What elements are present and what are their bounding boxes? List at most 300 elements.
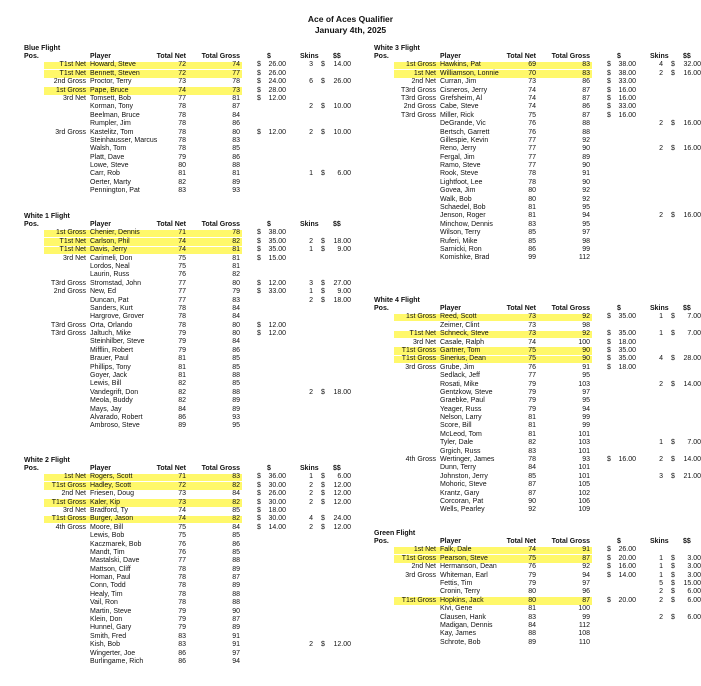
dollar-sign: $ — [321, 388, 325, 396]
gross-cell: 80 — [232, 321, 240, 329]
dollar-sign: $ — [671, 613, 675, 621]
gross-cell: 101 — [578, 464, 590, 472]
player-cell: Duncan, Pat — [90, 296, 129, 304]
table-row — [374, 347, 701, 355]
position-cell: T1st Net — [59, 246, 86, 254]
position-cell: 1st Net — [413, 69, 436, 77]
table-row — [374, 555, 701, 563]
net-cell: 78 — [178, 136, 186, 144]
table-row — [24, 624, 354, 632]
skins-money-cell: 12.00 — [333, 490, 351, 498]
net-cell: 90 — [528, 497, 536, 505]
gross-cell: 101 — [578, 430, 590, 438]
table-row — [374, 414, 701, 422]
skins-money-cell: 27.00 — [333, 279, 351, 287]
gross-cell: 85 — [232, 380, 240, 388]
header-money: $ — [267, 221, 271, 228]
money-cell: 35.00 — [268, 237, 286, 245]
money-cell: 18.00 — [618, 363, 636, 371]
player-cell: Wertinger, James — [440, 456, 495, 464]
dollar-sign: $ — [257, 498, 261, 506]
gross-cell: 84 — [232, 111, 240, 119]
skins-money-cell: 3.00 — [687, 563, 701, 571]
table-row — [374, 254, 701, 262]
table-row — [374, 137, 701, 145]
money-cell: 26.00 — [268, 69, 286, 77]
gross-cell: 78 — [232, 78, 240, 86]
skins-money-cell: 12.00 — [333, 523, 351, 531]
gross-cell: 81 — [232, 262, 240, 270]
gross-cell: 83 — [232, 296, 240, 304]
net-cell: 74 — [178, 86, 186, 94]
table-row — [374, 187, 701, 195]
gross-cell: 103 — [578, 439, 590, 447]
skins-cell: 2 — [309, 641, 313, 649]
gross-cell: 87 — [582, 554, 590, 562]
gross-cell: 91 — [232, 641, 240, 649]
net-cell: 77 — [178, 288, 186, 296]
player-cell: Wilson, Terry — [440, 229, 481, 237]
gross-cell: 93 — [582, 456, 590, 464]
skins-money-cell: 32.00 — [683, 61, 701, 69]
flight-table — [24, 44, 354, 196]
money-cell: 24.00 — [268, 78, 286, 86]
net-cell: 78 — [178, 599, 186, 607]
gross-cell: 94 — [582, 571, 590, 579]
dollar-sign: $ — [607, 363, 611, 371]
gross-cell: 84 — [232, 304, 240, 312]
dollar-sign: $ — [321, 78, 325, 86]
gross-cell: 81 — [232, 246, 240, 254]
skins-money-cell: 10.00 — [333, 103, 351, 111]
table-row — [374, 229, 701, 237]
player-cell: Walk, Bob — [440, 195, 472, 203]
header-pos: Pos. — [374, 305, 389, 312]
player-cell: New, Ed — [90, 288, 117, 296]
header-row — [24, 221, 354, 229]
player-cell: Healy, Tim — [90, 590, 123, 598]
skins-money-cell: 28.00 — [683, 355, 701, 363]
player-cell: Komishke, Brad — [440, 254, 490, 262]
skins-cell: 2 — [309, 237, 313, 245]
player-cell: Ruferi, Mike — [440, 237, 478, 245]
gross-cell: 103 — [578, 380, 590, 388]
table-row — [374, 196, 701, 204]
table-row — [374, 145, 701, 153]
player-cell: Grgich, Russ — [440, 447, 481, 455]
table-row — [24, 103, 354, 111]
position-cell: 3rd Gross — [405, 363, 436, 371]
player-cell: Bradford, Ty — [90, 506, 129, 514]
skins-money-cell: 3.00 — [687, 554, 701, 562]
table-row — [24, 650, 354, 658]
gross-cell: 73 — [232, 86, 240, 94]
gross-cell: 93 — [232, 413, 240, 421]
table-row — [24, 170, 354, 178]
position-cell: 3rd Net — [413, 338, 436, 346]
gross-cell: 102 — [578, 489, 590, 497]
player-cell: Homan, Paul — [90, 574, 131, 582]
dollar-sign: $ — [257, 128, 261, 136]
dollar-sign: $ — [257, 86, 261, 94]
money-cell: 16.00 — [618, 456, 636, 464]
gross-cell: 87 — [582, 596, 590, 604]
money-cell: 12.00 — [268, 279, 286, 287]
skins-cell: 2 — [659, 212, 663, 220]
gross-cell: 100 — [578, 605, 590, 613]
dollar-sign: $ — [671, 456, 675, 464]
position-cell: 3rd Gross — [405, 571, 436, 579]
gross-cell: 85 — [232, 532, 240, 540]
gross-cell: 88 — [232, 388, 240, 396]
net-cell: 74 — [528, 546, 536, 554]
net-cell: 87 — [528, 489, 536, 497]
gross-cell: 88 — [232, 372, 240, 380]
header-skins-money: $$ — [333, 221, 341, 228]
net-cell: 78 — [178, 574, 186, 582]
skins-cell: 2 — [309, 128, 313, 136]
player-cell: Johnston, Jerry — [440, 472, 488, 480]
skins-cell: 2 — [659, 596, 663, 604]
dollar-sign: $ — [607, 338, 611, 346]
player-cell: Pennington, Pat — [90, 187, 140, 195]
header-net: Total Net — [506, 538, 536, 545]
flight-title: White 4 Flight — [374, 297, 420, 304]
header-player: Player — [90, 221, 112, 228]
skins-money-cell: 9.00 — [337, 246, 351, 254]
player-cell: Cabe, Steve — [440, 103, 479, 111]
dollar-sign: $ — [321, 279, 325, 287]
position-cell: 2nd Net — [411, 563, 436, 571]
flight-title: White 3 Flight — [374, 45, 420, 52]
dollar-sign: $ — [671, 145, 675, 153]
net-cell: 99 — [528, 254, 536, 262]
player-cell: Stromstad, John — [90, 279, 141, 287]
table-row — [24, 482, 354, 490]
player-cell: Chenier, Dennis — [90, 229, 140, 237]
gross-cell: 84 — [232, 490, 240, 498]
gross-cell: 85 — [232, 355, 240, 363]
table-row — [24, 557, 354, 565]
money-cell: 38.00 — [618, 69, 636, 77]
player-cell: Wells, Pearley — [440, 506, 485, 514]
gross-cell: 92 — [582, 136, 590, 144]
header-player: Player — [90, 53, 112, 60]
table-row — [24, 507, 354, 515]
dollar-sign: $ — [321, 61, 325, 69]
table-row — [24, 70, 354, 78]
player-cell: Platt, Dave — [90, 153, 125, 161]
header-gross: Total Gross — [551, 53, 590, 60]
gross-cell: 88 — [232, 557, 240, 565]
flight-title: White 1 Flight — [24, 213, 70, 220]
table-row — [24, 61, 354, 69]
money-cell: 30.00 — [268, 515, 286, 523]
skins-cell: 2 — [309, 388, 313, 396]
dollar-sign: $ — [671, 380, 675, 388]
gross-cell: 79 — [232, 288, 240, 296]
gross-cell: 87 — [582, 111, 590, 119]
table-row — [24, 397, 354, 405]
skins-cell: 2 — [659, 613, 663, 621]
gross-cell: 92 — [582, 330, 590, 338]
table-row — [24, 532, 354, 540]
net-cell: 79 — [528, 397, 536, 405]
net-cell: 87 — [528, 481, 536, 489]
player-cell: Vandegrift, Don — [90, 388, 139, 396]
gross-cell: 105 — [578, 481, 590, 489]
net-cell: 77 — [178, 296, 186, 304]
table-row — [24, 406, 354, 414]
table-row — [24, 313, 354, 321]
net-cell: 75 — [178, 262, 186, 270]
header-row — [374, 305, 701, 313]
player-cell: Hermanson, Dean — [440, 563, 497, 571]
net-cell: 79 — [528, 388, 536, 396]
gross-cell: 81 — [232, 94, 240, 102]
net-cell: 75 — [528, 346, 536, 354]
player-cell: Gillespie, Kevin — [440, 136, 489, 144]
gross-cell: 89 — [232, 405, 240, 413]
net-cell: 83 — [528, 447, 536, 455]
gross-cell: 95 — [582, 372, 590, 380]
player-cell: Govea, Jim — [440, 187, 476, 195]
gross-cell: 77 — [232, 69, 240, 77]
money-cell: 16.00 — [618, 563, 636, 571]
player-cell: Bertsch, Garrett — [440, 128, 490, 136]
net-cell: 73 — [528, 78, 536, 86]
table-row — [374, 473, 701, 481]
table-row — [24, 364, 354, 372]
net-cell: 80 — [528, 195, 536, 203]
gross-cell: 91 — [582, 170, 590, 178]
money-cell: 36.00 — [268, 473, 286, 481]
player-cell: Carr, Rob — [90, 170, 120, 178]
money-cell: 33.00 — [268, 288, 286, 296]
net-cell: 89 — [528, 638, 536, 646]
table-row — [374, 322, 701, 330]
player-cell: Lordos, Neal — [90, 262, 130, 270]
net-cell: 76 — [528, 120, 536, 128]
gross-cell: 91 — [582, 363, 590, 371]
player-cell: Whiteman, Earl — [440, 571, 488, 579]
dollar-sign: $ — [607, 103, 611, 111]
dollar-sign: $ — [257, 288, 261, 296]
gross-cell: 92 — [582, 563, 590, 571]
skins-cell: 2 — [659, 69, 663, 77]
net-cell: 79 — [178, 346, 186, 354]
skins-cell: 4 — [659, 355, 663, 363]
gross-cell: 92 — [582, 313, 590, 321]
dollar-sign: $ — [607, 571, 611, 579]
gross-cell: 98 — [582, 237, 590, 245]
player-cell: Madigan, Dennis — [440, 621, 493, 629]
table-row — [374, 381, 701, 389]
table-row — [374, 456, 701, 464]
gross-cell: 90 — [582, 145, 590, 153]
header-net: Total Net — [156, 53, 186, 60]
player-cell: Tomsett, Bob — [90, 94, 131, 102]
gross-cell: 97 — [582, 388, 590, 396]
player-cell: Ambroso, Steve — [90, 422, 140, 430]
net-cell: 79 — [178, 607, 186, 615]
position-cell: 2nd Gross — [403, 103, 436, 111]
gross-cell: 83 — [582, 61, 590, 69]
net-cell: 76 — [178, 548, 186, 556]
gross-cell: 85 — [232, 145, 240, 153]
table-row — [24, 599, 354, 607]
net-cell: 74 — [178, 237, 186, 245]
player-cell: Score, Bill — [440, 422, 472, 430]
skins-money-cell: 14.00 — [333, 61, 351, 69]
skins-money-cell: 16.00 — [683, 69, 701, 77]
money-cell: 12.00 — [268, 330, 286, 338]
position-cell: 1st Gross — [56, 229, 86, 237]
position-cell: T3rd Gross — [50, 330, 86, 338]
player-cell: Pearson, Steve — [440, 554, 488, 562]
gross-cell: 86 — [582, 78, 590, 86]
gross-cell: 81 — [232, 170, 240, 178]
money-cell: 33.00 — [618, 103, 636, 111]
skins-cell: 2 — [309, 103, 313, 111]
net-cell: 79 — [178, 153, 186, 161]
net-cell: 79 — [178, 330, 186, 338]
gross-cell: 94 — [582, 212, 590, 220]
table-row — [374, 506, 701, 514]
player-cell: Brauer, Paul — [90, 355, 129, 363]
net-cell: 78 — [178, 321, 186, 329]
net-cell: 80 — [528, 596, 536, 604]
skins-cell: 2 — [659, 380, 663, 388]
player-cell: Bennett, Steven — [90, 69, 140, 77]
table-row — [24, 338, 354, 346]
gross-cell: 89 — [232, 397, 240, 405]
net-cell: 84 — [528, 621, 536, 629]
net-cell: 78 — [178, 313, 186, 321]
dollar-sign: $ — [607, 313, 611, 321]
dollar-sign: $ — [607, 546, 611, 554]
table-row — [374, 70, 701, 78]
player-cell: Mifflin, Robert — [90, 346, 134, 354]
money-cell: 12.00 — [268, 94, 286, 102]
position-cell: 3rd Net — [63, 94, 86, 102]
net-cell: 79 — [178, 616, 186, 624]
dollar-sign: $ — [321, 103, 325, 111]
player-cell: DeGrande, Vic — [440, 120, 486, 128]
skins-cell: 3 — [309, 61, 313, 69]
gross-cell: 89 — [232, 178, 240, 186]
gross-cell: 99 — [582, 422, 590, 430]
table-row — [24, 355, 354, 363]
gross-cell: 90 — [582, 346, 590, 354]
gross-cell: 95 — [582, 397, 590, 405]
page-date: January 4th, 2025 — [314, 25, 387, 35]
position-cell: 3rd Gross — [55, 128, 86, 136]
net-cell: 78 — [178, 590, 186, 598]
position-cell: T3rd Gross — [50, 321, 86, 329]
position-cell: 2nd Net — [61, 490, 86, 498]
net-cell: 70 — [528, 69, 536, 77]
gross-cell: 86 — [582, 103, 590, 111]
dollar-sign: $ — [607, 94, 611, 102]
dollar-sign: $ — [257, 506, 261, 514]
gross-cell: 94 — [582, 405, 590, 413]
player-cell: Kay, James — [440, 630, 477, 638]
table-row — [374, 464, 701, 472]
position-cell: T1st Gross — [401, 554, 436, 562]
net-cell: 76 — [178, 540, 186, 548]
money-cell: 15.00 — [268, 254, 286, 262]
player-cell: Cisneros, Jerry — [440, 86, 488, 94]
table-row — [374, 588, 701, 596]
skins-cell: 1 — [659, 439, 663, 447]
table-row — [24, 499, 354, 507]
position-cell: T3rd Gross — [400, 111, 436, 119]
skins-cell: 4 — [309, 515, 313, 523]
money-cell: 16.00 — [618, 86, 636, 94]
net-cell: 71 — [178, 473, 186, 481]
dollar-sign: $ — [257, 523, 261, 531]
gross-cell: 89 — [232, 582, 240, 590]
header-player: Player — [440, 53, 462, 60]
money-cell: 16.00 — [618, 94, 636, 102]
table-row — [24, 322, 354, 330]
skins-money-cell: 7.00 — [687, 439, 701, 447]
dollar-sign: $ — [607, 596, 611, 604]
header-skins-money: $$ — [683, 538, 691, 545]
flight-title: Green Flight — [374, 530, 416, 537]
net-cell: 75 — [178, 532, 186, 540]
gross-cell: 74 — [232, 61, 240, 69]
dollar-sign: $ — [671, 330, 675, 338]
position-cell: T1st Net — [59, 61, 86, 69]
net-cell: 74 — [178, 246, 186, 254]
net-cell: 82 — [178, 388, 186, 396]
player-cell: Lewis, Bob — [90, 532, 125, 540]
table-row — [374, 212, 701, 220]
table-row — [24, 347, 354, 355]
table-row — [374, 490, 701, 498]
dollar-sign: $ — [607, 456, 611, 464]
dollar-sign: $ — [607, 355, 611, 363]
skins-cell: 4 — [659, 61, 663, 69]
gross-cell: 93 — [232, 187, 240, 195]
table-row — [24, 120, 354, 128]
net-cell: 82 — [178, 178, 186, 186]
gross-cell: 97 — [582, 579, 590, 587]
skins-money-cell: 6.00 — [337, 170, 351, 178]
header-money: $ — [267, 465, 271, 472]
player-cell: Tyler, Dale — [440, 439, 474, 447]
player-cell: Curran, Jim — [440, 78, 477, 86]
player-cell: Sedlack, Jeff — [440, 372, 480, 380]
player-cell: Phillips, Tony — [90, 363, 131, 371]
skins-cell: 2 — [659, 456, 663, 464]
skins-cell: 3 — [659, 472, 663, 480]
dollar-sign: $ — [321, 288, 325, 296]
player-cell: Rosati, Mike — [440, 380, 479, 388]
net-cell: 74 — [528, 338, 536, 346]
dollar-sign: $ — [321, 490, 325, 498]
gross-cell: 86 — [232, 346, 240, 354]
gross-cell: 91 — [232, 632, 240, 640]
dollar-sign: $ — [321, 128, 325, 136]
dollar-sign: $ — [607, 554, 611, 562]
net-cell: 76 — [528, 563, 536, 571]
net-cell: 77 — [178, 557, 186, 565]
dollar-sign: $ — [671, 579, 675, 587]
player-cell: Schneck, Steve — [440, 330, 489, 338]
